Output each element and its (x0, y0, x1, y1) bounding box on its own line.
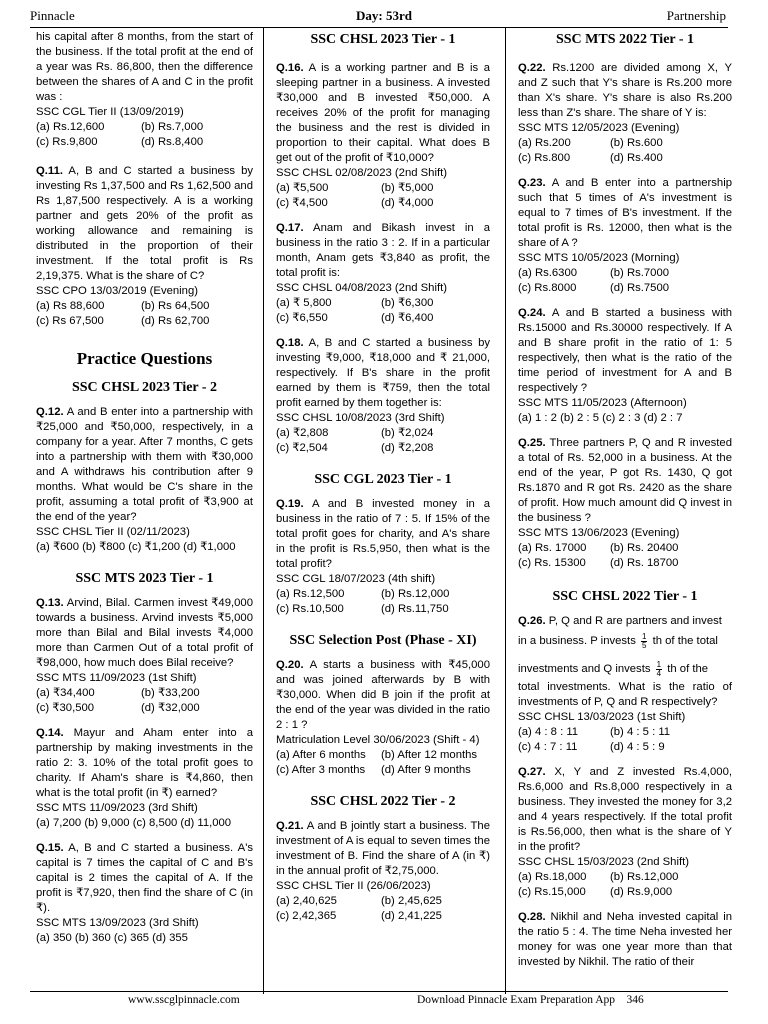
question-number: Q.13. (36, 597, 64, 609)
option-a: (a) Rs.12,500 (276, 588, 345, 600)
option-a: (a) ₹5,500 (276, 182, 329, 194)
option-c: (c) 2,42,365 (276, 910, 337, 922)
question-17 (276, 221, 490, 326)
question-source: SSC MTS 11/09/2023 (1st Shift) (36, 672, 197, 684)
option-a: (a) Rs.200 (518, 137, 571, 149)
column-3 (518, 30, 732, 970)
continued-question-text: his capital after 8 months, from the start of the business. If the total profit at the end of a year was Rs. 86,800, then the difference between the shares of A and C in the profit was : (36, 31, 253, 103)
option-c: (c) Rs 67,500 (36, 315, 104, 327)
answer-options: (a) ₹600 (b) ₹800 (c) ₹1,200 (d) ₹1,000 (36, 541, 236, 553)
question-text: A, B and C started a business. A's capital is 7 times the capital of C and B's capital is 2 times the capital of A. If the profit is ₹7,920, then find the share of C (in ₹). (36, 842, 254, 914)
footer-website: www.sscglpinnacle.com (128, 994, 240, 1006)
option-d: (d) ₹2,208 (381, 442, 434, 454)
question-source: SSC CHSL Tier II (26/06/2023) (276, 880, 431, 892)
answer-options (36, 686, 253, 716)
header-brand: Pinnacle (30, 8, 75, 23)
column-2 (276, 30, 490, 924)
answer-options (36, 299, 253, 329)
question-source: SSC CHSL 02/08/2023 (2nd Shift) (276, 167, 448, 179)
option-a: (a) Rs. 17000 (518, 542, 587, 554)
question-13 (36, 596, 253, 716)
question-text: A and B jointly start a business. The investment of A is equal to seven times the investment of B. Find the share of A (in ₹) in the annual profit of ₹2,75,000. (276, 820, 491, 877)
page-number: 346 (626, 994, 644, 1006)
option-c: (c) ₹30,500 (36, 702, 95, 714)
question-11 (36, 164, 253, 329)
question-text: A and B enter into a partnership such that 5 times of A's investment is equal to 7 times of B's investment. If the total profit is Rs. 12000, then what is the share of A ? (518, 177, 733, 249)
option-b: (b) ₹2,024 (381, 427, 434, 439)
question-source: SSC CHSL 15/03/2023 (2nd Shift) (518, 856, 690, 868)
question-source: SSC MTS 12/05/2023 (Evening) (518, 122, 680, 134)
question-number: Q.19. (276, 498, 304, 510)
question-source: SSC MTS 13/06/2023 (Evening) (518, 527, 680, 539)
answer-options: (a) 7,200 (b) 9,000 (c) 8,500 (d) 11,000 (36, 817, 232, 829)
footer-app-text: Download Pinnacle Exam Preparation App (417, 994, 616, 1006)
answer-options (518, 136, 732, 166)
option-d: (d) Rs.8,400 (141, 136, 204, 148)
question-source: SSC CHSL 13/03/2023 (1st Shift) (518, 711, 686, 723)
question-19 (276, 497, 490, 617)
question-number: Q.26. (518, 615, 546, 627)
option-b: (b) Rs.12,000 (610, 871, 679, 883)
question-text: Three partners P, Q and R invested a total of Rs. 52,000 in a business. At the end of the year, P got Rs. 1430, Q got Rs.1870 and R got Rs. 2420 as the share of profit. How much amount did Q invest in the business ? (518, 437, 732, 524)
header-rule (30, 27, 728, 28)
answer-options (276, 894, 490, 924)
option-d: (d) ₹32,000 (141, 702, 200, 714)
question-text: investments and Q invests (518, 663, 651, 675)
question-text: A and B enter into a partnership with ₹25,000 and ₹50,000, respectively, in a company for a year. After 7 months, C gets into a partnership with them with ₹30,000 and A withdraws his contribution after 9 months. What would be C's share in the profit, assuming a total profit of ₹3,900 at the end of the year? (36, 406, 253, 523)
question-text: A, B and C started a business by investing Rs 1,37,500 and Rs 1,62,500 and Rs 1,87,500 respectively. A is a working partner and gets 20% of the profit as working allowance and remaining is distributed in the proportion of their investment. If the total profit is Rs 2,19,375. What is the share of C? (36, 165, 253, 282)
question-source: Matriculation Level 30/06/2023 (Shift - 4) (276, 734, 480, 746)
footer-rule (30, 991, 728, 992)
option-b: (b) Rs.7000 (610, 267, 670, 279)
question-source: SSC CHSL Tier II (02/11/2023) (36, 526, 190, 538)
question-text: Mayur and Aham enter into a partnership by making investments in the ratio 2: 3. 10% of the total profit goes to charity. If Aham's share is ₹4,860, then what is the total profit (in ₹) earned? (36, 727, 253, 799)
question-16 (276, 61, 490, 211)
option-d: (d) 2,41,225 (381, 910, 442, 922)
answer-options (276, 748, 490, 778)
option-b: (b) Rs. 20400 (610, 542, 679, 554)
option-c: (c) Rs.800 (518, 152, 571, 164)
option-a: (a) ₹ 5,800 (276, 297, 332, 309)
question-22 (518, 61, 732, 166)
column-divider-1 (263, 28, 264, 994)
question-number: Q.23. (518, 177, 546, 189)
option-a: (a) 4 : 8 : 11 (518, 726, 579, 738)
option-c: (c) ₹4,500 (276, 197, 328, 209)
answer-options (276, 296, 490, 326)
question-source: SSC MTS 13/09/2023 (3rd Shift) (36, 917, 199, 929)
question-source: SSC CGL 18/07/2023 (4th shift) (276, 573, 436, 585)
question-text: in a business. P invests (518, 635, 636, 647)
question-number: Q.12. (36, 406, 64, 418)
fraction-one-fourth (656, 661, 662, 678)
question-26 (518, 614, 732, 755)
answer-options (518, 870, 732, 900)
question-text: Anam and Bikash invest in a business in the ratio 3 : 2. If in a particular month, Anam gets ₹3,840 as profit, the total profit is: (276, 222, 491, 279)
fraction-denominator: 5 (642, 640, 647, 650)
option-b: (b) After 12 months (381, 749, 478, 761)
option-a: (a) ₹34,400 (36, 687, 95, 699)
option-c: (c) Rs.15,000 (518, 886, 586, 898)
question-source: SSC MTS 10/05/2023 (Morning) (518, 252, 680, 264)
question-25 (518, 436, 732, 571)
question-text: A is a working partner and B is a sleeping partner in a business. A invested ₹30,000 and B invested ₹50,000. A receives 20% of the profit for managing the business and the rest is divided in proportion to their capital. What does B get out of the profit of ₹10,000? (276, 62, 491, 164)
question-number: Q.20. (276, 659, 304, 671)
option-d: (d) Rs.7500 (610, 282, 670, 294)
question-24 (518, 306, 732, 426)
question-number: Q.24. (518, 307, 546, 319)
question-number: Q.16. (276, 62, 304, 74)
question-text: th of the (667, 663, 709, 675)
section-heading: SSC MTS 2022 Tier - 1 (555, 32, 695, 47)
question-number: Q.25. (518, 437, 546, 449)
option-c: (c) Rs. 15300 (518, 557, 586, 569)
question-text: Nikhil and Neha invested capital in the ratio 5 : 4. The time Neha invested her money for was one year more than that invested by Nikhil. The ratio of their (518, 911, 733, 968)
option-d: (d) Rs.9,000 (610, 886, 673, 898)
answer-options (518, 725, 732, 755)
question-text: Arvind, Bilal. Carmen invest ₹49,000 towards a business. Arvind invests ₹5,000 more than Bilal and Bilal invests ₹4,000 more than Carmen Out of a total profit of ₹98,000, how much does Bilal receive? (36, 597, 253, 669)
question-source: SSC CHSL 04/08/2023 (2nd Shift) (276, 282, 448, 294)
answer-options (276, 426, 490, 456)
question-text: A, B and C started a business by investing ₹9,000, ₹18,000 and ₹ 21,000, respectively. If B's share in the profit earned by them is ₹759, then the total profit earned by them together is: (276, 337, 490, 409)
fraction-one-fifth (641, 633, 647, 650)
option-b: (b) Rs.12,000 (381, 588, 450, 600)
question-text: A starts a business with ₹45,000 and was joined afterwards by B with ₹30,000. When did B join if the profit at the end of the year was divided in the ratio 2 : 1 ? (276, 659, 490, 731)
option-c: (c) ₹2,504 (276, 442, 328, 454)
option-d: (d) Rs 62,700 (141, 315, 210, 327)
option-a: (a) Rs.18,000 (518, 871, 587, 883)
option-b: (b) Rs.600 (610, 137, 663, 149)
section-heading: SSC CHSL 2023 Tier - 2 (71, 380, 218, 395)
question-number: Q.21. (276, 820, 304, 832)
question-number: Q.17. (276, 222, 304, 234)
question-source: SSC CHSL 10/08/2023 (3rd Shift) (276, 412, 445, 424)
question-text: P, Q and R are partners and invest (548, 615, 722, 627)
option-d: (d) 4 : 5 : 9 (610, 741, 665, 753)
answer-options (276, 181, 490, 211)
question-source: SSC MTS 11/05/2023 (Afternoon) (518, 397, 687, 409)
question-text: A and B started a business with Rs.15000 and Rs.30000 respectively. If A and B share profit in the ratio of 1: 5 respectively, then what is the ratio of the time period of investment for A and B respectively ? (518, 307, 733, 394)
option-d: (d) Rs. 18700 (610, 557, 679, 569)
section-heading: SSC CHSL 2022 Tier - 2 (310, 794, 456, 809)
question-source: SSC MTS 11/09/2023 (3rd Shift) (36, 802, 198, 814)
question-15 (36, 841, 253, 946)
question-source: SSC CPO 13/03/2019 (Evening) (36, 285, 199, 297)
option-c: (c) Rs.10,500 (276, 603, 344, 615)
page-header (0, 0, 768, 30)
question-12 (36, 405, 253, 555)
question-14 (36, 726, 253, 831)
question-text: th of the total (652, 635, 718, 647)
option-a: (a) Rs 88,600 (36, 300, 105, 312)
option-d: (d) After 9 months (381, 764, 471, 776)
question-text: X, Y and Z invested Rs.4,000, Rs.6,000 and Rs.8,000 respectively in a business. They invested the money for 3,2 and 4 years respectively. If the total profit is Rs.56,000, then what is the share of Y in the profit? (518, 766, 732, 853)
option-b: (b) 4 : 5 : 11 (610, 726, 671, 738)
option-c: (c) 4 : 7 : 11 (518, 741, 578, 753)
option-d: (d) ₹4,000 (381, 197, 434, 209)
section-heading: SSC CHSL 2023 Tier - 1 (310, 32, 456, 47)
option-b: (b) 2,45,625 (381, 895, 442, 907)
answer-options (518, 541, 732, 571)
answer-options (36, 120, 253, 150)
option-c: (c) ₹6,550 (276, 312, 328, 324)
question-20 (276, 658, 490, 778)
fraction-numerator: 1 (656, 659, 662, 669)
header-topic: Partnership (666, 8, 726, 23)
answer-options: (a) 1 : 2 (b) 2 : 5 (c) 2 : 3 (d) 2 : 7 (518, 412, 683, 424)
question-text: Rs.1200 are divided among X, Y and Z such that Y's share is Rs.200 more than X's share. Y's share is also Rs.200 less than Z's share. The share of Y is: (518, 62, 732, 119)
question-number: Q.28. (518, 911, 546, 923)
question-23 (518, 176, 732, 296)
option-d: (d) Rs.400 (610, 152, 663, 164)
question-27 (518, 765, 732, 900)
option-c: (c) After 3 months (276, 764, 366, 776)
question-text: A and B invested money in a business in the ratio of 7 : 5. If 15% of the total profit goes for charity, and A's share in the profit is Rs.5,950, then what is the total profit? (276, 498, 491, 570)
option-a: (a) Rs.6300 (518, 267, 578, 279)
option-b: (b) ₹33,200 (141, 687, 200, 699)
section-heading: SSC Selection Post (Phase - XI) (289, 633, 477, 648)
option-a: (a) After 6 months (276, 749, 366, 761)
question-source: SSC CGL Tier II (13/09/2019) (36, 106, 184, 118)
option-b: (b) Rs 64,500 (141, 300, 210, 312)
practice-questions-heading: Practice Questions (76, 349, 213, 368)
section-heading: SSC CHSL 2022 Tier - 1 (552, 589, 698, 604)
question-number: Q.22. (518, 62, 546, 74)
question-18 (276, 336, 490, 456)
option-a: (a) Rs.12,600 (36, 121, 105, 133)
answer-options (518, 266, 732, 296)
fraction-numerator: 1 (642, 631, 647, 641)
section-heading: SSC CGL 2023 Tier - 1 (314, 472, 452, 487)
answer-options: (a) 350 (b) 360 (c) 365 (d) 355 (36, 932, 188, 944)
option-a: (a) 2,40,625 (276, 895, 337, 907)
answer-options (276, 587, 490, 617)
option-b: (b) ₹6,300 (381, 297, 434, 309)
option-c: (c) Rs.9,800 (36, 136, 98, 148)
section-heading: SSC MTS 2023 Tier - 1 (75, 571, 214, 586)
question-text: total investments. What is the ratio of investments of P, Q and R respectively? (518, 681, 732, 708)
option-d: (d) Rs.11,750 (381, 603, 449, 615)
option-b: (b) ₹5,000 (381, 182, 434, 194)
option-c: (c) Rs.8000 (518, 282, 577, 294)
question-number: Q.14. (36, 727, 64, 739)
question-number: Q.27. (518, 766, 546, 778)
column-divider-2 (505, 28, 506, 994)
column-1 (36, 30, 253, 946)
fraction-denominator: 4 (656, 668, 662, 678)
question-28 (518, 910, 732, 970)
question-number: Q.15. (36, 842, 64, 854)
option-d: (d) ₹6,400 (381, 312, 434, 324)
question-number: Q.11. (36, 165, 64, 177)
question-number: Q.18. (276, 337, 304, 349)
question-21 (276, 819, 490, 924)
header-day: Day: 53rd (356, 8, 412, 23)
option-b: (b) Rs.7,000 (141, 121, 204, 133)
footer-app-note (417, 994, 644, 1006)
option-a: (a) ₹2,808 (276, 427, 329, 439)
